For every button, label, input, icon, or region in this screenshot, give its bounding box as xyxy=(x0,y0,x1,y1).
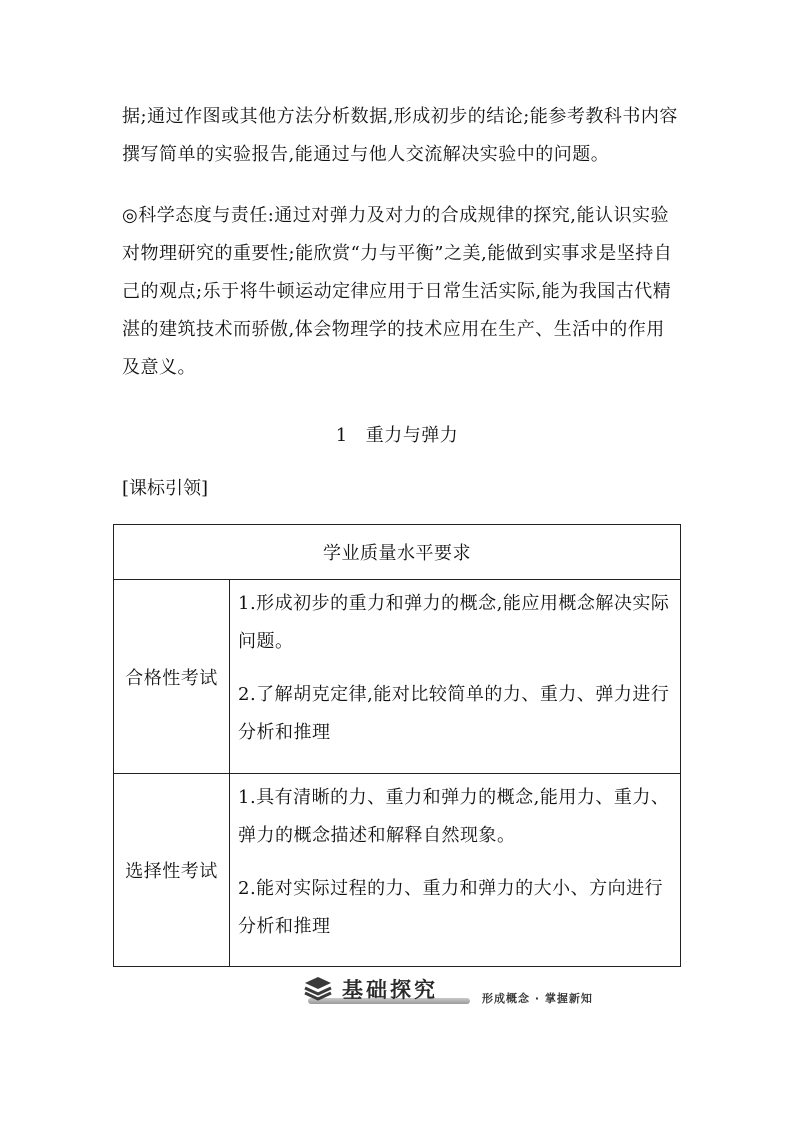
section-number: 1 xyxy=(335,425,348,446)
table-header: 学业质量水平要求 xyxy=(114,525,681,580)
layers-stack-icon xyxy=(304,976,332,1002)
requirement-cell xyxy=(230,774,681,967)
requirement-item: 1.具有清晰的力、重力和弹力的概念,能用力、重力、弹力的概念描述和解释自然现象。 xyxy=(238,787,670,846)
requirement-cell xyxy=(230,580,681,774)
section-heading: 重力与弹力 xyxy=(365,425,459,446)
curriculum-guide-label: [课标引领] xyxy=(122,478,209,499)
requirements-table xyxy=(113,524,681,967)
section-title xyxy=(0,418,794,454)
requirement-item: 2.了解胡克定律,能对比较简单的力、重力、弹力进行分析和推理 xyxy=(238,684,670,743)
banner-title: 基础探究 xyxy=(342,978,438,1002)
table-row xyxy=(114,774,681,967)
science-attitude-paragraph xyxy=(122,197,678,387)
level-cell: 选择性考试 xyxy=(114,774,230,967)
level-cell: 合格性考试 xyxy=(114,580,230,774)
requirement-item: 1.形成初步的重力和弹力的概念,能应用概念解决实际问题。 xyxy=(238,593,670,652)
bullet-icon: ◎ xyxy=(122,205,139,226)
table-header-row xyxy=(114,525,681,580)
science-attitude-text: 科学态度与责任:通过对弹力及对力的合成规律的探究,能认识实验对物理研究的重要性;能欣赏“力与平衡”之美,能做到实事求是坚持自己的观点;乐于将牛顿运动定律应用于日常生活实际,能为我国古代精湛的建筑技术而骄傲,体会物理学的技术应用在生产、生活中的作用及意义。 xyxy=(122,205,673,378)
banner-subtitle: 形成概念 · 掌握新知 xyxy=(482,992,593,1005)
table-row xyxy=(114,580,681,774)
intro-paragraph-tail: 据;通过作图或其他方法分析数据,形成初步的结论;能参考教科书内容撰写简单的实验报告,能通过与他人交流解决实验中的问题。 xyxy=(122,106,678,165)
requirement-item: 2.能对实际过程的力、重力和弹力的大小、方向进行分析和推理 xyxy=(238,878,664,937)
section-banner xyxy=(300,974,620,1010)
